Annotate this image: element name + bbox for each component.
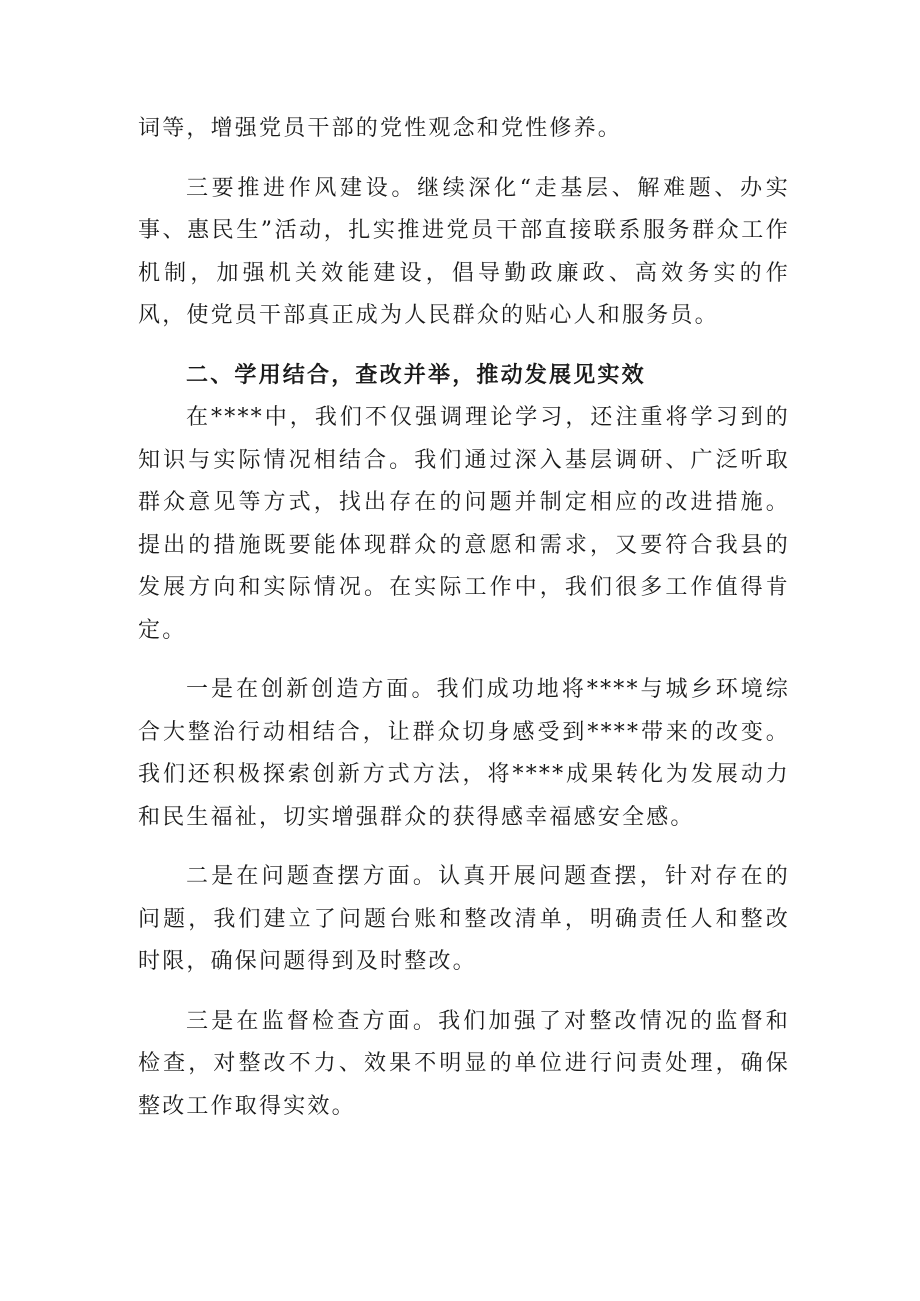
paragraph-problem-finding: 二是在问题查摆方面。认真开展问题查摆，针对存在的问题，我们建立了问题台账和整改清单，明确责任人和整改时限，确保问题得到及时整改。	[138, 864, 790, 974]
paragraph-supervision: 三是在监督检查方面。我们加强了对整改情况的监督和检查，对整改不力、效果不明显的单位进行问责处理，确保整改工作取得实效。	[138, 1008, 790, 1119]
paragraph-innovation: 一是在创新创造方面。我们成功地将****与城乡环境综合大整治行动相结合，让群众切身感受到****带来的改变。我们还积极探索创新方式方法，将****成果转化为发展动力和民生福祉，切实增强群众的获得感幸福感安全感。	[138, 677, 790, 830]
paragraph-point-three-style: 三要推进作风建设。继续深化“走基层、解难题、办实事、惠民生”活动，扎实推进党员干部直接联系服务群众工作机制，加强机关效能建设，倡导勤政廉政、高效务实的作风，使党员干部真正成为人民群众的贴心人和服务员。	[138, 175, 790, 328]
section-two-heading: 二、学用结合，查改并举，推动发展见实效	[186, 362, 646, 388]
paragraph-continuation: 词等，增强党员干部的党性观念和党性修养。	[138, 116, 623, 141]
paragraph-section-two-intro: 在****中，我们不仅强调理论学习，还注重将学习到的知识与实际情况相结合。我们通过深入基层调研、广泛听取群众意见等方式，找出存在的问题并制定相应的改进措施。提出的措施既要能体现群众的意愿和需求，又要符合我县的发展方向和实际情况。在实际工作中，我们很多工作值得肯定。	[138, 405, 790, 643]
document-page	[138, 108, 790, 1128]
